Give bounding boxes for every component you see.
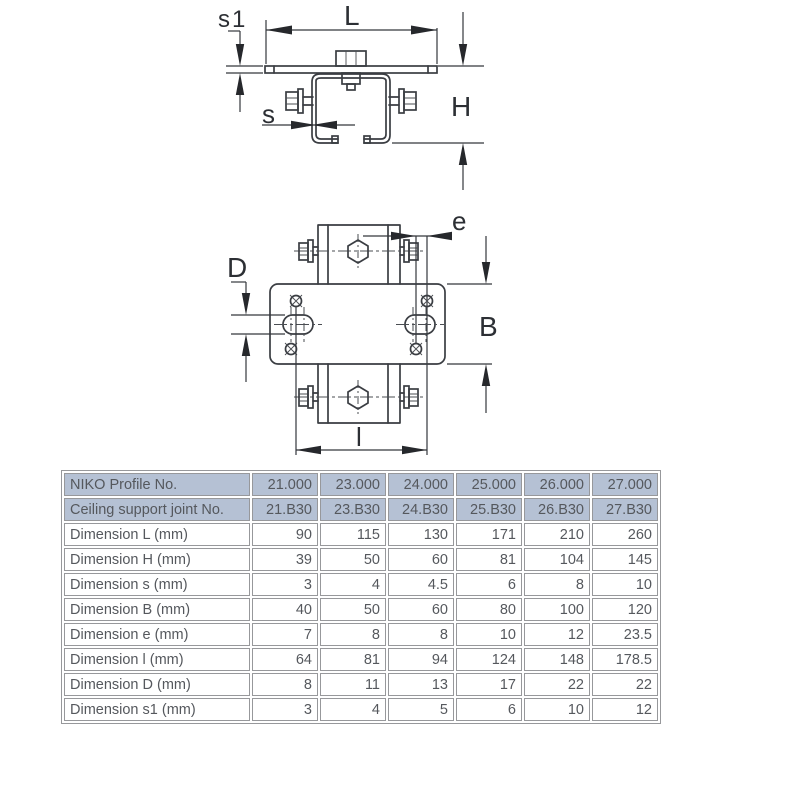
dim-label-D: D <box>227 252 248 283</box>
table-cell: 60 <box>388 598 454 621</box>
table-cell: 104 <box>524 548 590 571</box>
table-cell: 27.B30 <box>592 498 658 521</box>
table-cell: 24.B30 <box>388 498 454 521</box>
table-cell: 90 <box>252 523 318 546</box>
table-cell: 5 <box>388 698 454 721</box>
table-row-dim-s1 <box>64 698 658 721</box>
table-cell: 8 <box>524 573 590 596</box>
table-row-profile-no <box>64 473 658 496</box>
table-cell: 94 <box>388 648 454 671</box>
table-cell: 64 <box>252 648 318 671</box>
table-cell: 50 <box>320 548 386 571</box>
row-label: Dimension B (mm) <box>64 598 250 621</box>
table-cell: 4 <box>320 573 386 596</box>
channel-top-section <box>294 225 424 284</box>
table-cell: 210 <box>524 523 590 546</box>
table-cell: 8 <box>388 623 454 646</box>
channel-bottom-section <box>294 364 424 423</box>
table-row-dim-H <box>64 548 658 571</box>
side-bolt-left <box>286 89 313 113</box>
table-cell: 148 <box>524 648 590 671</box>
plan-view <box>227 206 498 455</box>
table-cell: 39 <box>252 548 318 571</box>
top-bolt <box>336 51 366 90</box>
dim-D <box>227 252 285 382</box>
table-cell: 7 <box>252 623 318 646</box>
dim-label-B: B <box>479 311 498 342</box>
table-cell: 13 <box>388 673 454 696</box>
table-cell: 12 <box>524 623 590 646</box>
table-cell: 81 <box>456 548 522 571</box>
table-cell: 120 <box>592 598 658 621</box>
table-cell: 6 <box>456 573 522 596</box>
row-label: Dimension l (mm) <box>64 648 250 671</box>
dim-label-l: l <box>356 422 362 452</box>
table-cell: 10 <box>524 698 590 721</box>
dim-label-L: L <box>344 0 360 31</box>
side-view <box>218 0 484 190</box>
dim-label-s1: s1 <box>218 6 248 33</box>
table-cell: 178.5 <box>592 648 658 671</box>
table-cell: 100 <box>524 598 590 621</box>
row-label: Dimension D (mm) <box>64 673 250 696</box>
table-cell: 10 <box>456 623 522 646</box>
dim-label-e: e <box>452 206 467 236</box>
table-row-dim-D <box>64 673 658 696</box>
table-cell: 3 <box>252 698 318 721</box>
table-cell: 6 <box>456 698 522 721</box>
dim-H <box>392 12 484 190</box>
table-cell: 26.B30 <box>524 498 590 521</box>
table-cell: 12 <box>592 698 658 721</box>
table-cell: 4 <box>320 698 386 721</box>
table-cell: 4.5 <box>388 573 454 596</box>
table-cell: 145 <box>592 548 658 571</box>
table-row-dim-l <box>64 648 658 671</box>
row-label: Dimension e (mm) <box>64 623 250 646</box>
table-cell: 260 <box>592 523 658 546</box>
row-label: Dimension L (mm) <box>64 523 250 546</box>
table-cell: 23.5 <box>592 623 658 646</box>
table-row-dim-e <box>64 623 658 646</box>
dim-s <box>262 99 355 129</box>
table-cell: 124 <box>456 648 522 671</box>
table-cell: 81 <box>320 648 386 671</box>
table-cell: 17 <box>456 673 522 696</box>
row-label: Dimension s1 (mm) <box>64 698 250 721</box>
slot-hole-right <box>396 307 444 342</box>
table-cell: 23.000 <box>320 473 386 496</box>
row-label: NIKO Profile No. <box>64 473 250 496</box>
table-row-joint-no <box>64 498 658 521</box>
table-cell: 130 <box>388 523 454 546</box>
table-row-dim-s <box>64 573 658 596</box>
table-cell: 115 <box>320 523 386 546</box>
dim-L <box>266 0 437 64</box>
table-cell: 23.B30 <box>320 498 386 521</box>
table-cell: 25.000 <box>456 473 522 496</box>
table-cell: 27.000 <box>592 473 658 496</box>
dim-s1 <box>218 6 263 112</box>
dim-B <box>447 236 498 413</box>
dim-label-s: s <box>262 99 275 129</box>
table-cell: 3 <box>252 573 318 596</box>
table-cell: 8 <box>252 673 318 696</box>
table-cell: 11 <box>320 673 386 696</box>
table-cell: 22 <box>524 673 590 696</box>
table-cell: 80 <box>456 598 522 621</box>
row-label: Dimension s (mm) <box>64 573 250 596</box>
table-row-dim-B <box>64 598 658 621</box>
row-label: Dimension H (mm) <box>64 548 250 571</box>
side-bolt-right <box>389 89 416 113</box>
dim-l <box>296 307 427 455</box>
table-row-dim-L <box>64 523 658 546</box>
table-cell: 21.000 <box>252 473 318 496</box>
table-cell: 50 <box>320 598 386 621</box>
table-cell: 60 <box>388 548 454 571</box>
table-cell: 22 <box>592 673 658 696</box>
slot-hole-left <box>274 307 322 342</box>
row-label: Ceiling support joint No. <box>64 498 250 521</box>
table-cell: 40 <box>252 598 318 621</box>
ceiling-plate <box>265 66 437 73</box>
spec-table <box>61 470 661 724</box>
table-cell: 8 <box>320 623 386 646</box>
table-cell: 24.000 <box>388 473 454 496</box>
table-cell: 21.B30 <box>252 498 318 521</box>
table-cell: 10 <box>592 573 658 596</box>
table-cell: 171 <box>456 523 522 546</box>
table-cell: 25.B30 <box>456 498 522 521</box>
dim-label-H: H <box>451 91 472 122</box>
table-cell: 26.000 <box>524 473 590 496</box>
